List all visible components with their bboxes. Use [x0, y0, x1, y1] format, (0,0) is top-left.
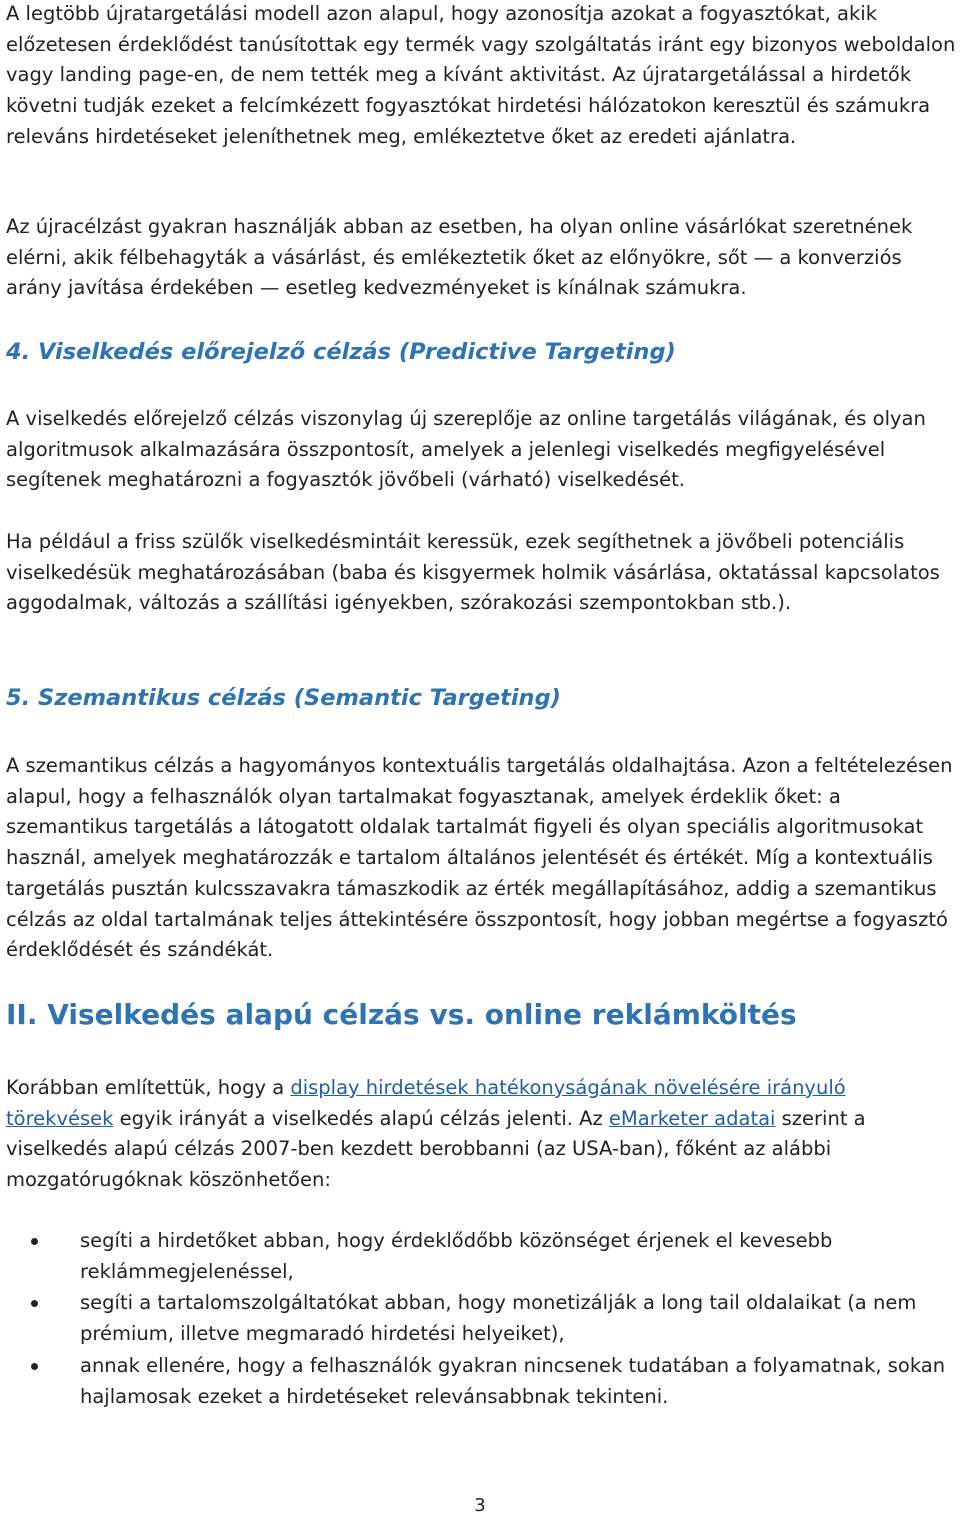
- list-item-text: segíti a hirdetőket abban, hogy érdeklődőbb közönséget érjenek el kevesebb reklámmegjelenéssel,: [80, 1229, 833, 1283]
- link-emarketer-data[interactable]: eMarketer adatai: [608, 1106, 776, 1130]
- list-item: [6, 1351, 956, 1412]
- paragraph-predictive-example: Ha például a friss szülők viselkedésmintáit keressük, ezek segíthetnek a jövőbeli potenciális viselkedésük meghatározásában (baba és kisgyermek holmik vásárlása, oktatással kapcsolatos aggodalmak, változás a szállítási igényekben, szórakozási szempontokban stb.).: [6, 530, 940, 615]
- bullet-list: [6, 1226, 956, 1413]
- list-item: [6, 1226, 956, 1287]
- paragraph-text-part2: egyik irányát a viselkedés alapú célzás jelenti. Az: [113, 1106, 609, 1130]
- link-display-ads-efficiency[interactable]: display hirdetések hatékonyságának növelésére irányuló törekvések: [6, 1076, 846, 1130]
- bullet-icon: [31, 1363, 38, 1370]
- paragraph-retargeting-models: A legtöbb újratargetálási modell azon alapul, hogy azonosítja azokat a fogyasztókat, akik előzetesen érdeklődést tanúsítottak egy termék vagy szolgáltatás iránt egy bizonyos weboldalon vagy landing page-en, de nem tették meg a kívánt aktivitást. Az újratargetálással a hirdetők követni tudják ezeket a felcímkézett fogyasztókat hirdetési hálózatokon keresztül és számukra releváns hirdetéseket jeleníthetnek meg, emlékeztetve őket az eredeti ajánlatra.: [6, 2, 956, 148]
- list-item-text: annak ellenére, hogy a felhasználók gyakran nincsenek tudatában a folyamatnak, sokan hajlamosak ezeket a hirdetéseket relevánsabbnak tekinteni.: [80, 1353, 946, 1408]
- heading-semantic-targeting: 5. Szemantikus célzás (Semantic Targeting): [6, 685, 561, 711]
- paragraph-text-part3: szerint a viselkedés alapú célzás 2007-ben kezdett berobbanni (az USA-ban), főként az alábbi mozgatórugóknak köszönhetően:: [6, 1106, 866, 1192]
- paragraph-text-part1: Korábban említettük, hogy a: [6, 1076, 291, 1099]
- heading-predictive-targeting: 4. Viselkedés előrejelző célzás (Predictive Targeting): [6, 339, 676, 365]
- paragraph-semantic-targeting: A szemantikus célzás a hagyományos kontextuális targetálás oldalhajtása. Azon a feltételezésen alapul, hogy a felhasználók olyan tartalmakat fogyasztanak, amelyek érdeklik őket: a szemantikus targetálás a látogatott oldalak tartalmát figyeli és olyan speciális algoritmusokat használ, amelyek meghatározzák e tartalom általános jelentését és értékét. Míg a kontextuális targetálás pusztán kulcsszavakra támaszkodik az érték megállapításához, addig a szemantikus célzás az oldal tartalmának teljes áttekintésére összpontosít, hogy jobban megértse a fogyasztó érdeklődését és szándékát.: [6, 754, 953, 962]
- bullet-icon: [31, 1300, 38, 1307]
- page-number: 3: [474, 1495, 486, 1516]
- list-item: [6, 1288, 956, 1349]
- paragraph-online-spending: [6, 1073, 956, 1196]
- paragraph-retargeting-usage: Az újracélzást gyakran használják abban az esetben, ha olyan online vásárlókat szeretnének elérni, akik félbehagyták a vásárlást, és emlékeztetik őket az előnyökre, sőt — a konverziós arány javítása érdekében — esetleg kedvezményeket is kínálnak számukra.: [6, 215, 913, 300]
- paragraph-predictive-intro: A viselkedés előrejelző célzás viszonylag új szereplője az online targetálás világának, és olyan algoritmusok alkalmazására összpontosít, amelyek a jelenlegi viselkedés megfigyelésével segítenek meghatározni a fogyasztók jövőbeli (várható) viselkedését.: [6, 407, 926, 492]
- list-item-text: segíti a tartalomszolgáltatókat abban, hogy monetizálják a long tail oldalaikat (a nem prémium, illetve megmaradó hirdetési helyeiket),: [80, 1291, 917, 1346]
- heading-section-two: II. Viselkedés alapú célzás vs. online reklámköltés: [6, 998, 797, 1031]
- bullet-icon: [31, 1238, 38, 1245]
